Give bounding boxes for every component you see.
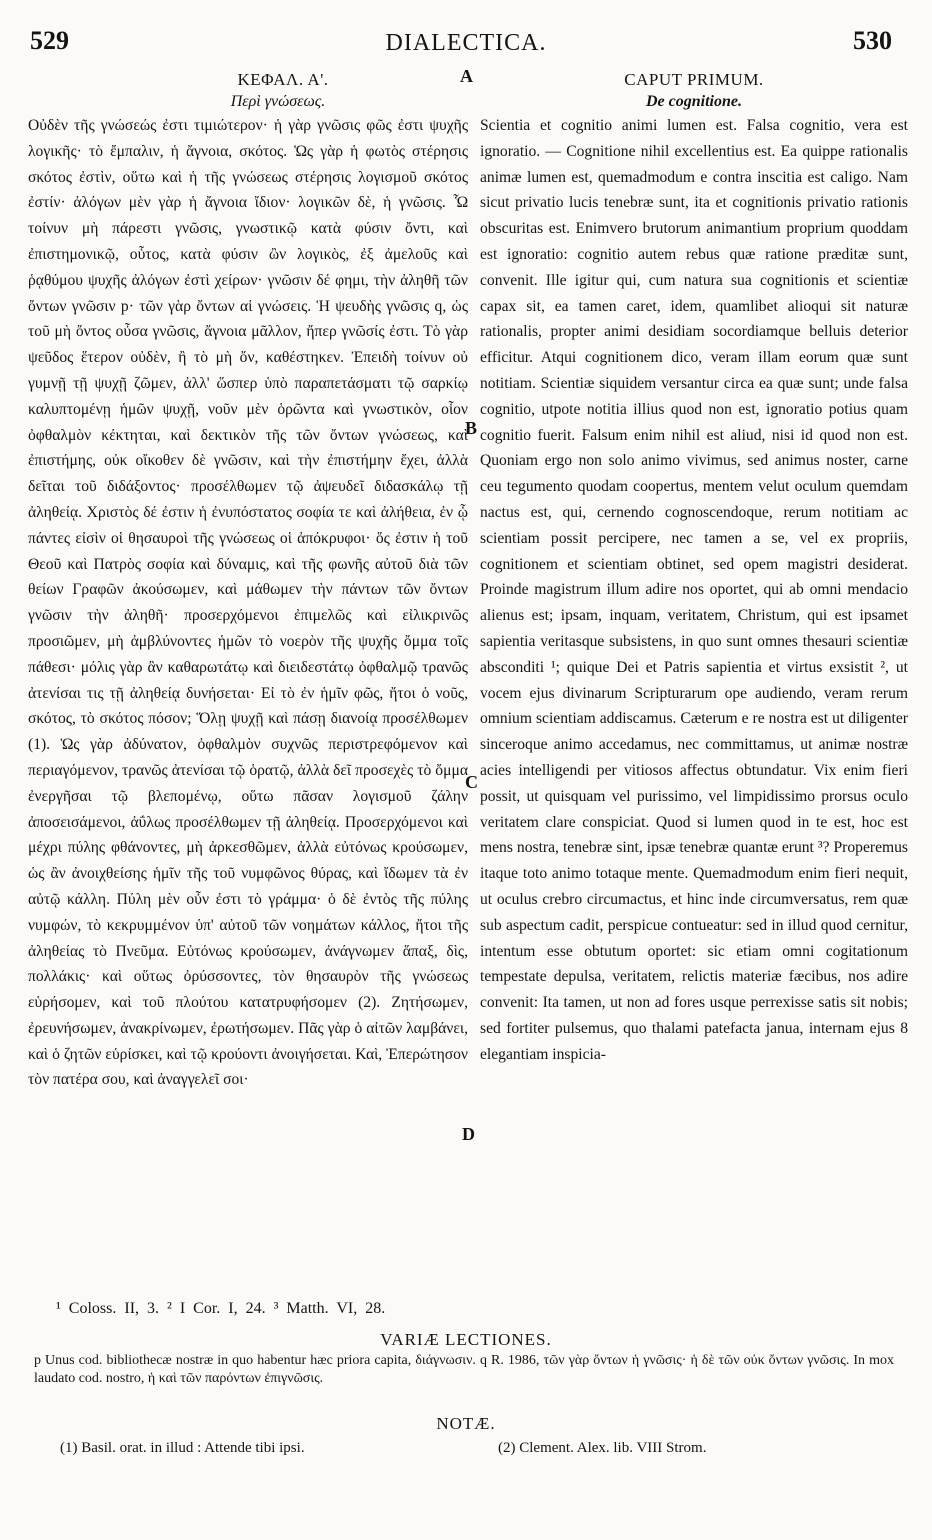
running-title: DIALECTICA. — [385, 30, 547, 56]
latin-body-text: Scientia et cognitio animi lumen est. Falsa cognitio, vera est ignoratio. — Cognitione nihil excellentius est. Ea quippe rationalis animæ lumen est, quemadmodum e contra inscitia est caligo. Nam sicut privatio lucis tenebræ sunt, ita et cognitionis privatio rationis obscuritas est. Enimvero brutorum animantium proprium quoddam est ignoratio: cognitio autem rebus quæ ratione præditæ sunt, convenit. Ille igitur qui, cum natura sua cognitionis et scientiæ capax sit, ea tamen caret, idem, quamlibet alioqui sit naturæ rationalis, propter animi desidiam socordiamque belluis deterior efficitur. Atqui cognitionem dico, veram illam eorum quæ sunt notitiam. Scientiæ siquidem versantur circa ea quæ sunt; unde falsa cognitio, utpote notitia illius quod non est, ignoratio potius quam cognitio fuerit. Falsum enim nihil est aliud, nisi id quod non est. Quoniam ergo non solo animo vivimus, sed animus noster, carne ceu tegumento quodam coopertus, mentem velut oculum quemdam nactus est, qui, cernendo cognoscendoque, rerum notitiam ac scientiam possit percipere, nec tamen a se, vel ex propriis, cognitionem et scientiam obtinet, sed opem magistri desiderat. Proinde magistrum illum adire nos oportet, qui ab omni mendacio alienus est; ipsam, inquam, veritatem, Christum, qui est ipsamet sapientia veritasque subsistens, in quo sunt omnes thesauri scientiæ absconditi ¹; quique Dei et Patris sapientia et virtus exsistit ², ut vocem ejus divinarum Scripturarum ope audiendo, veram rerum omnium scientiam addiscamus. Cæterum e re nostra est ut diligenter sinceroque animo accedamus, nec committamus, ut animæ nostræ acies intelligendi per vitiosos affectus obtundatur. Vix enim fieri possit, ut quisquam vel purissimo, vel limpidissimo prorsus oculo veritatem clare conspiciat. Quod si lumen quod in te est, hoc est mens nostra, tenebræ sint, ipsæ tenebræ quantæ erunt ³? Properemus itaque toto animo totaque mente. Quemadmodum enim fieri nequit, ut oculus crebro circumactus, et hinc inde circumversatus, rem quæ sub aspectum cadit, perspicue contueatur: sed in illud quod cernitur, intentum esse obtutum oportet: sic etiam omni cogitationum tempestate depulsa, veritatem, relictis materiæ fæcibus, nos adire convenit: Ita tamen, ut non ad fores usque perrexisse satis sit nobis; sed fortiter pulsemus, quo thalami patefacta janua, internam ejus 8 elegantiam inspicia- — [480, 117, 908, 1063]
greek-column — [28, 68, 468, 1290]
margin-letter-d: D — [462, 1124, 475, 1144]
greek-subtitle: Περὶ γνώσεως. — [230, 93, 326, 110]
margin-letter-b: B — [465, 418, 478, 438]
greek-chapter-heading: ΚΕΦΑΛ. Α'. — [237, 70, 329, 89]
latin-column — [480, 68, 908, 1290]
page-number-left: 529 — [30, 26, 69, 55]
margin-letter-a: A — [460, 66, 473, 86]
variae-lectiones-heading: VARIÆ LECTIONES. — [380, 1330, 552, 1349]
note-1: (1) Basil. orat. in illud : Attende tibi ipsi. — [60, 1440, 305, 1456]
note-2: (2) Clement. Alex. lib. VIII Strom. — [498, 1440, 707, 1456]
margin-letter-c: C — [465, 772, 478, 792]
page-number-right: 530 — [853, 26, 892, 55]
variae-lectiones-text: p Unus cod. bibliothecæ nostræ in quo habentur hæc priora capita, διάγνωσιν. q R. 1986, τῶν γὰρ ὄντων ἡ γνῶσις· ἡ δὲ τῶν οὐκ ὄντων γνῶσις. In mox laudato cod. nostro, ἡ καὶ τῶν παρόντων ἐπιγνῶσις. — [34, 1353, 894, 1386]
greek-body-text: Οὐδὲν τῆς γνώσεώς ἐστι τιμιώτερον· ἡ γὰρ γνῶσις φῶς ἐστι ψυχῆς λογικῆς· τὸ ἔμπαλιν, ἡ ἄγνοια, σκότος. Ὡς γὰρ ἡ φωτὸς στέρησις σκότος ἐστὶν, οὕτω καὶ ἡ τῆς γνώσεως στέρησις λογισμοῦ σκότος ἐστίν· ἀλόγων μὲν γὰρ ἡ ἄγνοια ἴδιον· λογικῶν δὲ, ἡ γνῶσις. Ὧ τοίνυν μὴ πάρεστι γνῶσις, γνωστικῷ κατὰ φύσιν ὄντι, καὶ ἐπιστημονικῷ, οὗτος, κατὰ φύσιν ὢν λογικὸς, ἐξ ἀμελοῦς καὶ ῥᾳθύμου ψυχῆς ἀλόγων ἐστὶ χείρων· γνῶσιν δέ φημι, τὴν ἀληθῆ τῶν ὄντων γνῶσιν p· τῶν γὰρ ὄντων αἱ γνώσεις. Ἡ ψευδὴς γνῶσις q, ὡς τοῦ μὴ ὄντος οὖσα γνῶσις, ἄγνοια μᾶλλον, ἤπερ γνῶσίς ἐστι. Τὸ γὰρ ψεῦδος ἕτερον οὐδὲν, ἢ τὸ μὴ ὄν, καθέστηκεν. Ἐπειδὴ τοίνυν οὐ γυμνῇ τῇ ψυχῇ ζῶμεν, ἀλλ' ὥσπερ ὑπὸ παραπετάσματι τῷ σαρκίῳ καλυπτομένῃ ἡμῶν ψυχῇ, νοῦν μὲν ὁρῶντα καὶ γνωστικὸν, οἷον ὀφθαλμὸν κέκτηται, καὶ δεκτικὸν τῆς τῶν ὄντων γνώσεως, καὶ ἐπιστήμης, οὐκ οἴκοθεν δὲ γνῶσιν, καὶ τὴν ἐπιστήμην ἔχει, ἀλλὰ δεῖται τοῦ διδάξοντος· προσέλθωμεν τῷ ἀψευδεῖ διδασκάλῳ τῇ ἀληθείᾳ. Χριστὸς δέ ἐστιν ἡ ἐνυπόστατος σοφία τε καὶ ἀλήθεια, ἐν ᾧ πάντες εἰσὶν οἱ θησαυροὶ τῆς γνώσεως οἱ ἀπόκρυφοι· ὅς ἐστιν ἡ τοῦ Θεοῦ καὶ Πατρὸς σοφία καὶ δύναμις, καὶ τῆς φωνῆς αὐτοῦ διὰ τῶν θείων Γραφῶν ἀκούσωμεν, καὶ μάθωμεν τὴν πάντων τῶν ὄντων γνῶσιν τὴν ἀληθῆ· προσερχόμενοι ἐπιμελῶς καὶ εἰλικρινῶς προσιῶμεν, μὴ ἀμβλύνοντες ἡμῶν τὸ νοερὸν τῆς ψυχῆς ὄμμα τοῖς πάθεσι· μόλις γὰρ ἂν καθαρωτάτῳ καὶ διειδεστάτῳ ὀφθαλμῷ τρανῶς ἀτενίσαι τις τῇ ἀληθείᾳ δυνήσεται· Εἰ τὸ ἐν ἡμῖν φῶς, ἤτοι ὁ νοῦς, σκότος, τὸ σκότος πόσον; Ὅλῃ ψυχῇ καὶ πάσῃ διανοίᾳ προσέλθωμεν (1). Ὡς γὰρ ἀδύνατον, ὀφθαλμὸν συχνῶς περιστρεφόμενον καὶ περιαγόμενον, τρανῶς ἀτενίσαι τῷ ὁρατῷ, ἀλλὰ δεῖ προσεχὲς τὸ ὄμμα ἐνεργῆσαι τῷ βλεπομένῳ, οὕτω πᾶσαν λογισμοῦ ζάλην ἀποσεισάμενοι, ἀΰλως προσέλθωμεν τῇ ἀληθείᾳ. Προσερχόμενοι καὶ μέχρι πύλης φθάνοντες, μὴ ἀρκεσθῶμεν, ἀλλὰ εὐτόνως κρούσωμεν, ὡς ἂν ἀνοιχθείσης ἡμῖν τῆς τοῦ νυμφῶνος θύρας, καὶ ἴδωμεν τὰ ἐν αὐτῷ κάλλη. Πύλη μὲν οὖν ἐστι τὸ γράμμα· ὁ δὲ ἐντὸς τῆς πύλης νυμφών, τὸ κεκρυμμένον ὑπ' αὐτοῦ τῶν νοημάτων κάλλος, ἤτοι τῆς ἀληθείας τὸ Πνεῦμα. Εὐτόνως κρούσωμεν, ἀνάγνωμεν ἅπαξ, δὶς, πολλάκις· καὶ οὕτως ὀρύσσοντες, τὸν θησαυρὸν τῆς γνώσεως εὑρήσομεν, καὶ τοῦ πλούτου κατατρυφήσομεν (2). Ζητήσωμεν, ἐρευνήσωμεν, ἀνακρίνωμεν, ἐρωτήσωμεν. Πᾶς γὰρ ὁ αἰτῶν λαμβάνει, καὶ ὁ ζητῶν εὑρίσκει, καὶ τῷ κρούοντι ἀνοιγήσεται. Καὶ, Ἐπερώτησον τὸν πατέρα σου, καὶ ἀναγγελεῖ σοι· — [28, 117, 468, 1089]
latin-chapter-heading: CAPUT PRIMUM. — [624, 70, 764, 89]
notae-heading: NOTÆ. — [436, 1414, 496, 1433]
latin-subtitle: De cognitione. — [646, 93, 742, 110]
footnote-references: ¹ Coloss. II, 3. ² I Cor. I, 24. ³ Matth. VI, 28. — [56, 1300, 386, 1317]
